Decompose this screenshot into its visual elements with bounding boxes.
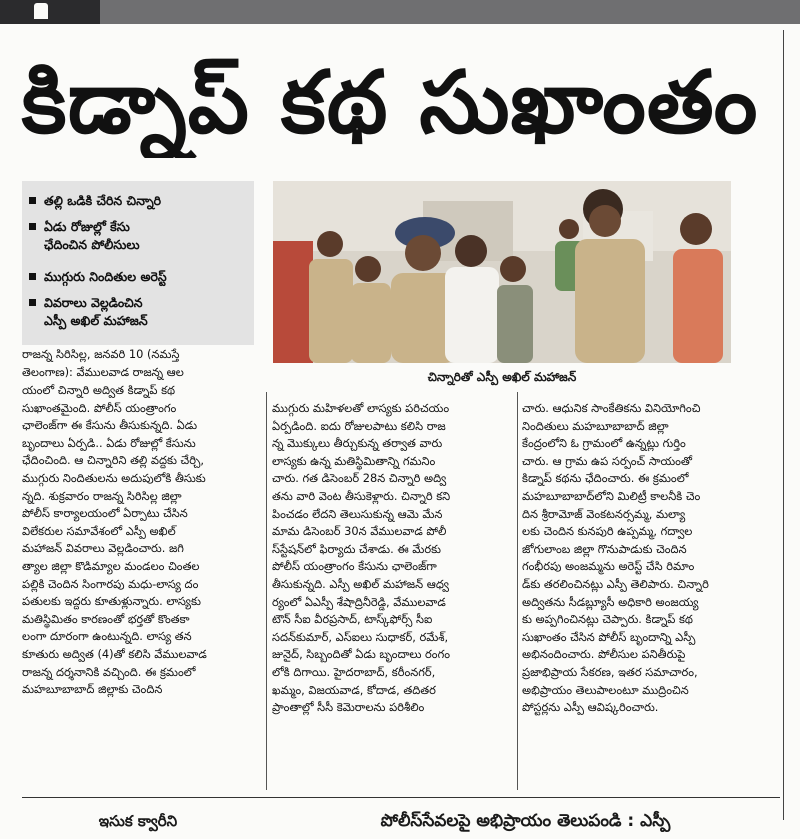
news-photo-illustration xyxy=(273,181,731,363)
page-edge-rule xyxy=(783,30,784,820)
photo-caption: చిన్నారితో ఎస్పీ అఖిల్ మహాజన్ xyxy=(427,370,577,384)
news-photo xyxy=(273,181,731,363)
article-column-2: ముగ్గురు మహిళలతో లాస్యకు పరిచయం ఏర్పడింది. ఐదు రోజులపాటు కలిసి రాజ న్న మొక్కులు తీర్చుకున్న తర్వాత వారు లాస్యకు ఉన్న మతిస్థిమితాన్ని గమనిం చారు. గత డిసెంబర్ 28న చిన్నారి అద్వి తను వారి వెంట తీసుకెళ్లారు. చిన్నారి కని పించడం లేదని తెలుసుకున్న ఆమె మేన మామ డిసెంబర్ 30న వేములవాడ పోలీ స్‌స్టేషన్‌లో ఫిర్యాదు చేశాడు. ఈ మేరకు పోలీస్ యంత్రాంగం కేసును ఛాలెంజ్‌గా తీసుకున్నది. ఎస్పీ అఖిల్ మహాజన్ ఆధ్వ ర్యంలో ఏఎస్పీ శేషాద్రినీరెడ్డి, వేములవాడ టౌన్ సీఐ వీరప్రసాద్, టాస్క్‌ఫోర్స్ సీఐ సదన్‌కుమార్, ఎస్‌ఐలు సుధాకర్, రమేశ్, జునైద్, సిబ్బందితో ఏడు బృందాలు రంగం లోకి దిగాయి. హైదరాబాద్, కరీంనగర్, ఖమ్మం, విజయవాడ, కోదాడ, తదితర ప్రాంతాల్లో సీసీ కెమెరాలను పరిశీలిం xyxy=(272,401,451,715)
masthead-bar xyxy=(0,0,800,24)
section-logo-icon xyxy=(34,3,48,19)
section-divider xyxy=(22,797,780,798)
highlight-text: ఏడు రోజుల్లో కేసు ఛేదించిన పోలీసులు xyxy=(44,219,140,252)
article-column-3: చారు. ఆధునిక సాంకేతికను వినియోగించి నిందితులు మహబూబాబాద్ జిల్లా కేంద్రంలోని ఓ గ్రామంలో ఉన్నట్లు గుర్తిం చారు. ఆ గ్రామ ఉప సర్పంచ్ సాయంతో కిడ్నాప్ కథను ఛేదించారు. ఈ క్రమంలో మహబూబాబాద్‌లోని మిలిట్రీ కాలనీకి చెం దిన శ్రీరామోజ్ వెంకటనర్సమ్మ, మల్యా లకు చెందిన కునపురి ఉప్పమ్మ, గద్వాల జోగులాంబ జిల్లా గొనుపాడుకు చెందిన గంభీరపు అంజమ్మను అరెస్ట్ చేసి రిమాం డ్‌కు తరలించినట్లు ఎస్పీ తెలిపారు. చిన్నారి అద్వితను సీడబ్ల్యూసీ అధికారి అంజయ్య కు అప్పగించినట్లు చెప్పారు. కిడ్నాప్ కథ సుఖాంతం చేసిన పోలీస్ బృందాన్ని ఎస్పీ అభినందించారు. పోలీసుల పనితీరుపై ప్రజాభిప్రాయ సేకరణ, ఇతర సమాచారం, అభిప్రాయం తెలుపాలంటూ ముద్రించిన పోస్టర్లను ఎస్పీ ఆవిష్కరించారు. xyxy=(522,401,709,715)
article-paragraph-lead: రాజన్న సిరిసిల్ల, జనవరి 10 (నమస్తే తెలంగాణ): వేములవాడ రాజన్న ఆల xyxy=(22,347,184,379)
section-logo xyxy=(0,0,100,24)
article-column-1: యంలో చిన్నారి అద్విత కిడ్నాప్ కథ సుఖాంతమైంది. పోలీస్ యంత్రాంగం ఛాలెంజ్‌గా ఈ కేసును తీసుకున్నది. ఏడు బృందాలు ఏర్పడి.. ఏడు రోజుల్లో కేసును ఛేదించింది. ఆ చిన్నారిని తల్లి వద్దకు చేర్చి, ముగ్గురు నిందితులను అదుపులోకి తీసుకు న్నది. శుక్రవారం రాజన్న సిరిసిల్ల జిల్లా పోలీస్ కార్యాలయంలో ఏర్పాటు చేసిన విలేకరుల సమావేశంలో ఎస్పీ అఖిల్ మహాజన్ వివరాలు వెల్లడించారు. జగి త్యాల జిల్లా కొడిమ్యాల మండలం చింతల పల్లికి చెందిన సింగారపు మధు-లాస్య దం పతులకు ఇద్దరు కూతుళ్లున్నారు. లాస్యకు మతిస్థిమితం కారణంతో భర్తతో కొంతకా లంగా దూరంగా ఉంటున్నది. లాస్య తన కూతురు అద్విత (4)తో కలిసి వేములవాడ రాజన్న దర్శనానికి వచ్చింది. ఈ క్రమంలో మహబూబాబాద్ జిల్లాకు చెందిన xyxy=(22,383,207,697)
highlights-box xyxy=(22,181,254,345)
column-divider xyxy=(266,392,267,790)
bullet-square-icon xyxy=(29,299,36,306)
next-article-headline-right: పోలీస్‌సేవలపై అభిప్రాయం తెలుపండి : ఎస్పీ xyxy=(380,811,671,831)
highlight-text: తల్లి ఒడికి చేరిన చిన్నారి xyxy=(44,193,162,208)
highlight-text: ముగ్గురు నిందితుల అరెస్ట్ xyxy=(44,269,167,284)
next-article-headline-left: ఇసుక క్వారీని xyxy=(98,812,178,830)
bullet-square-icon xyxy=(29,197,36,204)
bullet-square-icon xyxy=(29,223,36,230)
bullet-square-icon xyxy=(29,273,36,280)
highlight-text: వివరాలు వెల్లడించిన ఎస్పీ అఖిల్ మహాజన్ xyxy=(44,295,148,328)
article-headline: కిడ్నాప్ కథ సుఖాంతం xyxy=(21,53,759,153)
column-divider xyxy=(517,392,518,790)
